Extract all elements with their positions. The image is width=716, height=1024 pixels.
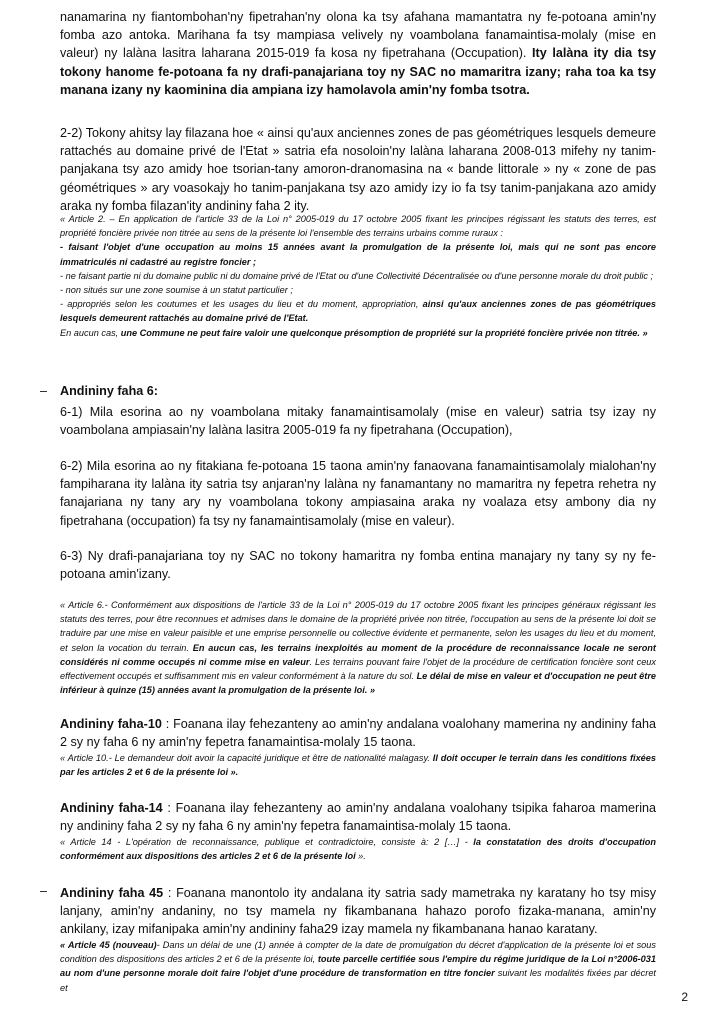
- paragraph-intro: [60, 8, 656, 99]
- article-45-label: Andininy faha 45: [60, 886, 164, 900]
- paragraph-article-14: Andininy faha-14 : Foanana ilay fehezanteny ao amin'ny andalana voalohany tsipika faharoa mamerina ny andininy faha 2 sy ny faha 6 ny amin'ny fepetra fanamaintisa-molaly 15 taona.: [60, 801, 656, 834]
- quote-line: En aucun cas, une Commune ne peut faire valoir une quelconque présomption de propriété sur la propriété foncière privée non titrée. »: [60, 327, 648, 338]
- page-number: 2: [681, 990, 688, 1004]
- bullet-dash: –: [40, 384, 48, 398]
- paragraph-article-45: Andininy faha 45 : Foanana manontolo ity andalana ity satria sady mametraka ny karatany ho tsy misy lanjany, amin'ny andaniny, no tsy mamela ny fikambanana hahazo porofo fizaka-manana, amin'ny ankilany, izay mifanipaka amin'ny andininy faha29 izay mamela ny fikambanana hanao karatany.: [60, 886, 656, 937]
- quote-article-10: « Article 10.- Le demandeur doit avoir la capacité juridique et être de nationalité malagasy. Il doit occuper le terrain dans les conditions fixées par les articles 2 et 6 de la présente loi ».: [60, 753, 657, 778]
- paragraph-6-2: 6-2) Mila esorina ao ny fitakiana fe-potoana 15 taona amin'ny fanaovana fanamaintisamolaly mialohan'ny fampiharana ity lalàna ity satria tsy anjaran'ny lalàna ny fanamantany no mamaritra ny fepetra rehetra ny fanajariana ny tany ary ny voambolana tokony ampiasaina araka ny voalaza etsy ambony dia ny fipetrahana (occupation) fa tsy ny fanamaintisamolaly (mise en valeur).: [60, 459, 656, 528]
- quote-article-2: [60, 212, 656, 340]
- bullet-dash: –: [40, 884, 48, 898]
- quote-article-45: « Article 45 (nouveau)- Dans un délai de une (1) année à compter de la date de promulgation du décret d'application de la présente loi et sous condition des dispositions des articles 2 et 6 de la présente loi, toute parcelle certifiée sous l'empire du régime juridique de la Loi n°2006-031 au nom d'une personne morale doit faire l'objet d'une procédure de transformation en titre foncier suivant les modalités fixées par décret et: [60, 940, 656, 993]
- quote-article-14: « Article 14 - L'opération de reconnaissance, publique et contradictoire, consiste à: 2 […] - la constatation des droits d'occupation conformément aux dispositions des articles 2 et 6 de la présente loi ».: [60, 837, 656, 862]
- quote-line: « Article 2. – En application de l'article 33 de la Loi n° 2005-019 du 17 octobre 2005 fixant les principes régissant les statuts des terres, est propriété foncière privée non titrée au sens de la présente loi l'ensemble des terrains urbains comme ruraux :: [60, 214, 656, 239]
- intro-text: nanamarina ny fiantombohan'ny fipetrahan'ny olona ka tsy afahana mamantatra ny fe-potoana amin'ny fomba azo antoka. Marihana fa tsy mampiasa velively ny voambolana fanamaintisa-molaly (mise en valeur) ny lalàna lasitra laharana 2015-019 fa kosa ny fipetrahana (Occupation).: [60, 10, 656, 61]
- quote-line: - ne faisant partie ni du domaine public ni du domaine privé de l'Etat ou d'une Collectivité Décentralisée ou d'une personne morale du droit public ;: [60, 270, 654, 281]
- paragraph-article-10: Andininy faha-10 : Foanana ilay fehezanteny ao amin'ny andalana voalohany mamerina ny andininy faha 2 sy ny faha 6 ny amin'ny fepetra fanamaintisa-molaly 15 taona.: [60, 717, 657, 750]
- quote-article-6: « Article 6.- Conformément aux dispositions de l'article 33 de la Loi n° 2005-019 du 17 octobre 2005 fixant les principes généraux régissant les statuts des terres, pour être reconnues et admises dans le domaine de la propriété privée non titrée, l'occupation au sens de la présente loi doit se traduire par une mise en valeur paisible et une emprise personnelle ou collective évidente et permanente, selon les usages du lieu et du moment, et selon la vocation du terrain. En aucun cas, les terrains inexploités au moment de la procédure de reconnaissance locale ne seront considérés ni comme occupés ni comme mise en valeur. Les terrains pouvant faire l'objet de la procédure de certification foncière sont ceux effectivement occupés et suffisamment mis en valeur conformément à la nature du sol. Le délai de mise en valeur et d'occupation ne peut être inférieur à quinze (15) années avant la promulgation de la présente loi. »: [60, 600, 657, 696]
- heading-article-6: Andininy faha 6:: [60, 384, 158, 398]
- paragraph-2-2: 2-2) Tokony ahitsy lay filazana hoe « ainsi qu'aux anciennes zones de pas géométriques lesquels demeure rattachés au domaine privé de l'Etat » satria efa nosoloin'ny lalàna laharana 2008-013 mifehy ny tanim-panjakana tsy azo amidy hoe tsorian-tany amoron-dranomasina na « bande littorale » ny « zone de pas géométriques » ary voasokajy ho tanim-panjakana tsy azo amidy izy io fa tsy tanim-panjakana azo amidy araka ny fomba filazan'ity andininy faha 2 ity.: [60, 126, 656, 213]
- quote-line: - faisant l'objet d'une occupation au moins 15 années avant la promulgation de la présente loi, mais qui ne sont pas encore immatriculés ni cadastré au registre foncier ;: [60, 242, 656, 267]
- article-14-label: Andininy faha-14: [60, 801, 163, 815]
- paragraph-6-1: 6-1) Mila esorina ao ny voambolana mitaky fanamaintisamolaly (mise en valeur) satria tsy izay ny voambolana ampiasain'ny lalàna lasitra 2005-019 fa ny fipetrahana (Occupation),: [60, 405, 656, 438]
- article-10-label: Andininy faha-10: [60, 717, 162, 731]
- quote-line: - appropriés selon les coutumes et les usages du lieu et du moment, appropriation, ainsi qu'aux anciennes zones de pas géométriques lesquels demeurent rattachés au domaine privé de l'Etat.: [60, 299, 657, 324]
- intro-bold-text: Ity lalàna ity dia tsy tokony hanome fe-potoana fa ny drafi-panajariana toy ny SAC no mamaritra izany; raha toa ka tsy manana izany ny kaominina dia ampiana izy hamolavola amin'ny fomba tsotra.: [60, 46, 656, 97]
- paragraph-6-3: 6-3) Ny drafi-panajariana toy ny SAC no tokony hamaritra ny fomba entina manajary ny tany sy ny fe-potoana amin'izany.: [60, 549, 656, 582]
- quote-line: - non situés sur une zone soumise à un statut particulier ;: [60, 285, 293, 296]
